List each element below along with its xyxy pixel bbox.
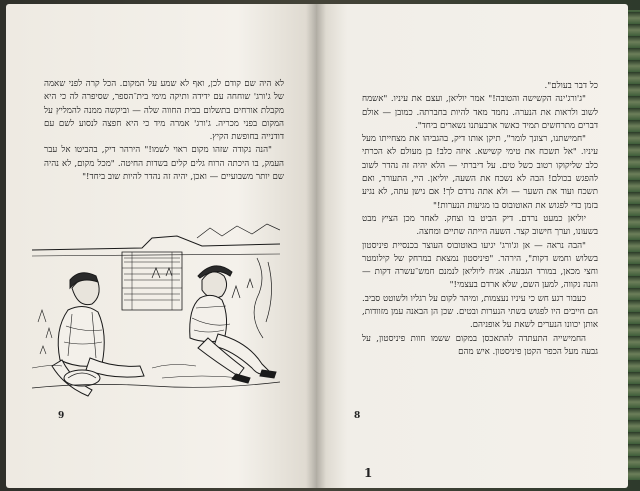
left-page-number: 9 [58, 411, 65, 421]
illustration-two-boys [32, 218, 280, 398]
footer-mark: 1 [364, 466, 373, 480]
right-paragraph: כעבור רגע חש כי עיניו נעצמות, ומיהר לקום על רגליו ולשוטט סביב. הם חייבים היו לפגוש בשתי הנערות ובטים. שכן הן הבאנה עמן מזוודות, אותן יכוונו הנערים לשאת על אופניהם. [362, 293, 598, 331]
right-paragraph: "הבה נראה — אן וג'ורג' יגיעו באוטובוס העוצר בכנסיית פיניסטון בשלוש וחמש דקות", הירהר. "פיניסטון נמצאת במרחק של קילומטר וחצי מכאן, במורד הגבעה. אגיח ליוליאן לנמנם חמש־עשרה דקות — והנה נקווה, למען השם, שלא ארדם בעצמי!" [362, 240, 598, 291]
left-paragraph: לא היה שם קודם לכן, ואף לא שמע על המקום. הכל קרה לפני שאמה של ג'ורג' שוחחה עם ידידה ותיקה מימי בית־הספר, שסיפרה לה כי היא מקבלת אורחים בתשלום בבית החווה שלה — וביקשה ממנה להמליץ על המקום בפני מכריה. ג'ורג' אמרה מיד כי היא חפצה לנסוע לשם עם דודנייה בחופשת הקיץ. [44, 79, 284, 143]
left-paragraph: "הנה נקודה שזהו מקום ראוי לשמו!" הירהר דיק, בהביטו אל עבר העמק, בו היכתה הרוח גלים קלים בשדות החיטה. "מכל מקום, לא נהיה שם יותר משבועיים — ואכן, יהיה זה נהדר להיות שוב ביחד!" [44, 145, 284, 183]
book-gutter [306, 4, 326, 488]
right-paragraph: יוליאן כמעט נרדם. דיק הביט בו וצחק. לאחר מכן הציץ מבט בשעונו, וערך חישוב קצר. השעה הייתה שתיים ומחצה. [362, 213, 598, 238]
right-page [316, 4, 628, 488]
left-page [6, 4, 316, 488]
right-paragraph: "חמישתנו, רצונך לומר", תיקן אותו דיק, בהגביהו את מצחייתו מעל עיניו. "אל תשכח את טימי קשישא. איזה כלב! בן מעולם לא הכרתי כלב שליקוקו רטוב כשל טים. על דיברתי — הלא יהיה זה נהדר לשוב להפגש בכולם! הבה לא נשכח את השעה, יוליאן. היי, התעורר, ואם תשכח ועוד את השער — ולא אתה נרדם לך! אם נישן עתה, לא נגיע בזמן כדי לפגוש את האוטובוס בו מגיעות הנערות!" [362, 134, 598, 211]
right-page-number: 8 [354, 411, 361, 421]
right-page-text [362, 80, 598, 359]
book-cover-edge [628, 10, 640, 480]
right-paragraph: החמישייה התעתדה להתאכסן במקום ששמו חוות פיניסטון, על גבעה מעל הכפר הקטן פיניסטון. איש מהם [362, 333, 598, 357]
right-paragraph: "ג'ורג'ינה הקשישה והטובה!" אמר יוליאן, ועצם את עיניו. "אשמח לשוב ולראות את הנערה. נחמד מאד להיות בחברתה. כמובן — אולם דברים מתרחשים תמיד כאשר ארבעתנו נשארים ביחד". [362, 94, 598, 131]
right-paragraph: כל דבר בעולם". [544, 81, 598, 91]
left-page-text [44, 78, 284, 184]
